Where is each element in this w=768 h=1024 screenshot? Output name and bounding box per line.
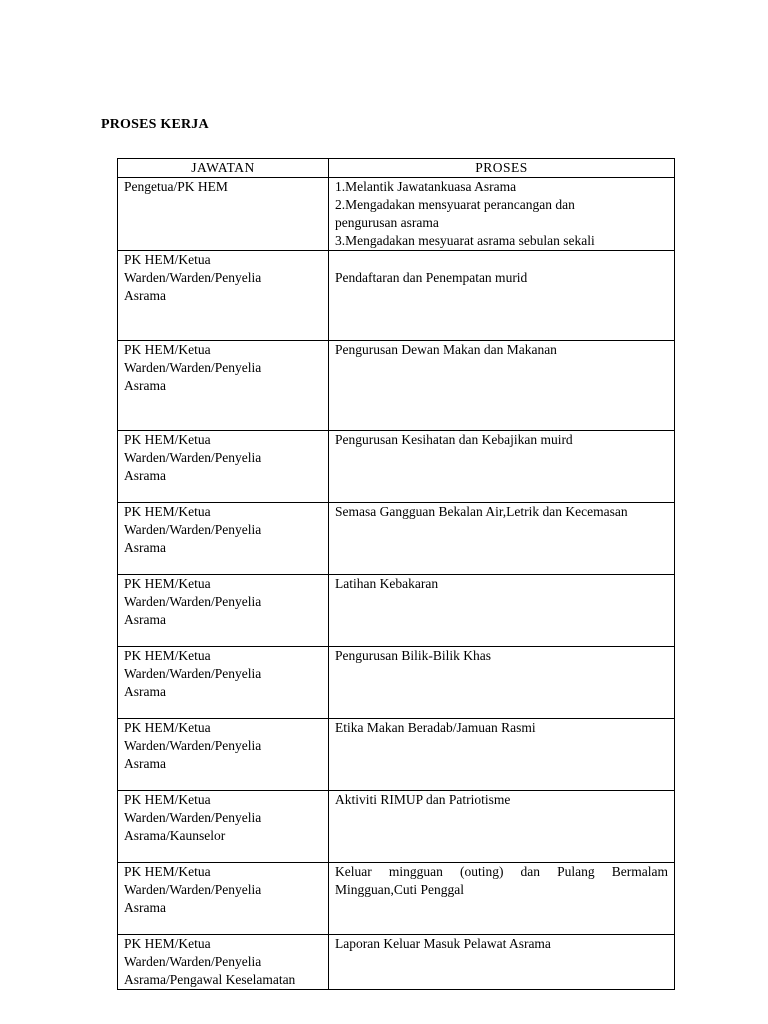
proses-line: Latihan Kebakaran: [335, 576, 439, 591]
proses-line: 3.Mengadakan mesyuarat asrama sebulan sekali: [335, 233, 595, 248]
proses-line: pengurusan asrama: [335, 215, 439, 230]
jawatan-cell: [118, 935, 329, 990]
jawatan-line: Warden/Warden/Penyelia: [124, 882, 262, 897]
proses-line: Pengurusan Dewan Makan dan Makanan: [335, 342, 557, 357]
jawatan-line: Warden/Warden/Penyelia: [124, 954, 262, 969]
jawatan-line: PK HEM/Ketua: [124, 252, 211, 267]
jawatan-line: PK HEM/Ketua: [124, 504, 211, 519]
proses-line: [335, 251, 668, 269]
table-row: [118, 503, 675, 575]
proses-line: Pengurusan Kesihatan dan Kebajikan muird: [335, 432, 573, 447]
jawatan-line: PK HEM/Ketua: [124, 864, 211, 879]
jawatan-cell: [118, 791, 329, 863]
jawatan-cell: [118, 251, 329, 341]
proses-cell: [329, 178, 675, 251]
table-body: [118, 178, 675, 990]
jawatan-cell: [118, 503, 329, 575]
table-row: [118, 178, 675, 251]
proses-line: Pendaftaran dan Penempatan murid: [335, 270, 528, 285]
jawatan-line: Asrama: [124, 288, 166, 303]
table-row: [118, 935, 675, 990]
table-row: [118, 719, 675, 791]
jawatan-line: Asrama: [124, 612, 166, 627]
proses-table: [117, 158, 675, 990]
jawatan-line: PK HEM/Ketua: [124, 432, 211, 447]
proses-line: Laporan Keluar Masuk Pelawat Asrama: [335, 936, 551, 951]
jawatan-line: Asrama: [124, 900, 166, 915]
jawatan-cell: [118, 431, 329, 503]
jawatan-line: Warden/Warden/Penyelia: [124, 594, 262, 609]
jawatan-line: Asrama: [124, 756, 166, 771]
jawatan-line: Pengetua/PK HEM: [124, 179, 228, 194]
jawatan-line: PK HEM/Ketua: [124, 648, 211, 663]
proses-cell: [329, 341, 675, 431]
header-proses: PROSES: [329, 159, 675, 178]
jawatan-line: Warden/Warden/Penyelia: [124, 270, 262, 285]
proses-line: Aktiviti RIMUP dan Patriotisme: [335, 792, 511, 807]
jawatan-line: PK HEM/Ketua: [124, 720, 211, 735]
table-row: [118, 863, 675, 935]
proses-cell: [329, 503, 675, 575]
proses-cell: [329, 647, 675, 719]
jawatan-line: Asrama: [124, 468, 166, 483]
table-row: [118, 647, 675, 719]
jawatan-line: Asrama: [124, 378, 166, 393]
proses-line: Keluar mingguan (outing) dan Pulang Bermalam Mingguan,Cuti Penggal: [335, 864, 668, 897]
proses-cell: [329, 719, 675, 791]
jawatan-line: PK HEM/Ketua: [124, 342, 211, 357]
proses-cell: [329, 251, 675, 341]
proses-cell: [329, 935, 675, 990]
jawatan-cell: [118, 178, 329, 251]
table-row: [118, 575, 675, 647]
jawatan-line: Warden/Warden/Penyelia: [124, 450, 262, 465]
proses-cell: [329, 791, 675, 863]
proses-line: 2.Mengadakan mensyuarat perancangan dan: [335, 197, 575, 212]
table-row: [118, 341, 675, 431]
jawatan-cell: [118, 647, 329, 719]
table-row: [118, 431, 675, 503]
jawatan-line: Asrama/Kaunselor: [124, 828, 226, 843]
jawatan-line: Asrama: [124, 540, 166, 555]
proses-line: Semasa Gangguan Bekalan Air,Letrik dan Kecemasan: [335, 504, 628, 519]
table-row: [118, 251, 675, 341]
jawatan-line: PK HEM/Ketua: [124, 792, 211, 807]
jawatan-line: Asrama/Pengawal Keselamatan: [124, 972, 296, 987]
jawatan-line: PK HEM/Ketua: [124, 936, 211, 951]
jawatan-cell: [118, 719, 329, 791]
proses-cell: [329, 863, 675, 935]
page-title: PROSES KERJA: [101, 117, 209, 132]
table-row: [118, 791, 675, 863]
jawatan-cell: [118, 575, 329, 647]
table-header-row: [118, 159, 675, 178]
jawatan-line: Warden/Warden/Penyelia: [124, 810, 262, 825]
proses-line: Etika Makan Beradab/Jamuan Rasmi: [335, 720, 536, 735]
header-jawatan: JAWATAN: [118, 159, 329, 178]
jawatan-cell: [118, 341, 329, 431]
jawatan-line: Warden/Warden/Penyelia: [124, 522, 262, 537]
proses-cell: [329, 431, 675, 503]
jawatan-line: Warden/Warden/Penyelia: [124, 738, 262, 753]
jawatan-line: Warden/Warden/Penyelia: [124, 666, 262, 681]
proses-line: 1.Melantik Jawatankuasa Asrama: [335, 179, 517, 194]
jawatan-line: Asrama: [124, 684, 166, 699]
jawatan-cell: [118, 863, 329, 935]
jawatan-line: PK HEM/Ketua: [124, 576, 211, 591]
proses-cell: [329, 575, 675, 647]
jawatan-line: Warden/Warden/Penyelia: [124, 360, 262, 375]
proses-line: Pengurusan Bilik-Bilik Khas: [335, 648, 491, 663]
